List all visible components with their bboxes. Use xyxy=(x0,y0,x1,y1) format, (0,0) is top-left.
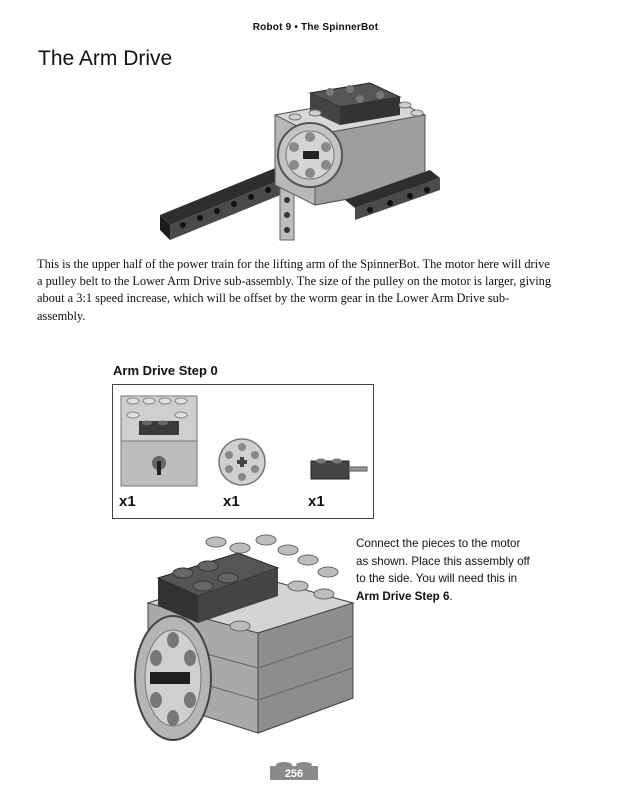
part-quantity: x1 xyxy=(223,493,240,510)
axle-plate-part-image xyxy=(309,453,369,483)
page-number: 256 xyxy=(284,768,304,780)
motor-part-image xyxy=(119,391,199,491)
step-title: Arm Drive Step 0 xyxy=(113,363,218,378)
running-head: Robot 9 • The SpinnerBot xyxy=(252,22,379,33)
page-title: The Arm Drive xyxy=(38,47,173,70)
part-quantity: x1 xyxy=(308,493,325,510)
pulley-part-image xyxy=(217,437,267,487)
instruction-step-reference: Arm Drive Step 6 xyxy=(356,589,450,603)
instruction-text: Connect the pieces to the motor as shown. Place this assembly off to the side. You will need this in xyxy=(356,537,530,586)
assembled-motor-illustration xyxy=(128,528,358,758)
parts-list-box xyxy=(112,384,374,519)
arm-drive-illustration xyxy=(155,75,445,245)
intro-paragraph: This is the upper half of the power train for the lifting arm of the SpinnerBot. The motor here will drive a pulley belt to the Lower Arm Drive sub-assembly. The size of the pulley on the motor is larger, giving about a 3:1 speed increase, which will be offset by the worm gear in the Lower Arm Drive sub-assembly. xyxy=(37,257,552,323)
instruction-end: . xyxy=(449,589,453,603)
part-quantity: x1 xyxy=(119,493,136,510)
step-instruction xyxy=(356,535,531,605)
